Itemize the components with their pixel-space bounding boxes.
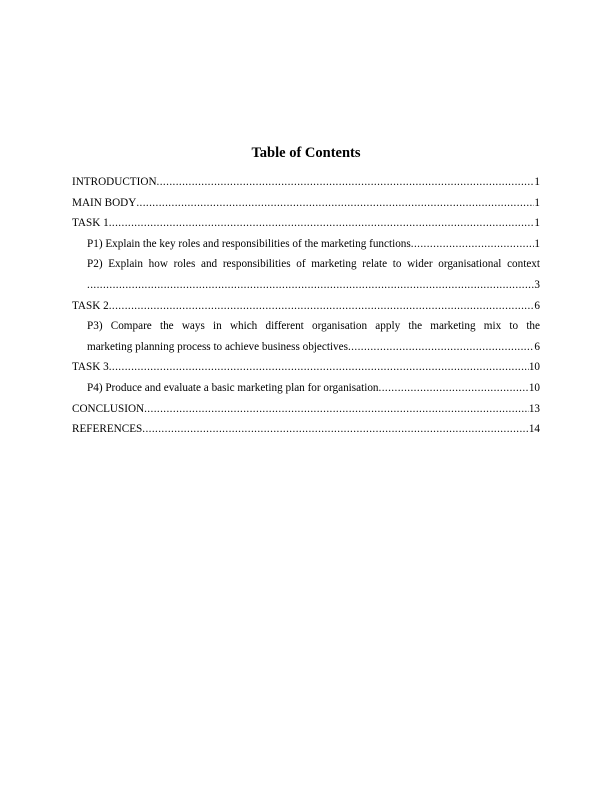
- toc-leader-dots: [87, 275, 534, 296]
- table-of-contents: [72, 172, 540, 440]
- toc-leader-dots: [136, 193, 534, 214]
- toc-entry-label: marketing planning process to achieve business objectives: [87, 340, 348, 353]
- toc-page-number: 1: [534, 237, 540, 250]
- toc-page-number: 3: [534, 278, 540, 291]
- toc-entry-conclusion[interactable]: [72, 399, 540, 420]
- toc-page-number: 1: [534, 217, 540, 230]
- toc-page-number: 13: [528, 402, 540, 415]
- toc-entry-label: P1) Explain the key roles and responsibilities of the marketing functions: [87, 237, 411, 250]
- toc-entry-p4[interactable]: [72, 378, 540, 399]
- toc-entry-references[interactable]: [72, 419, 540, 440]
- toc-page-number: 10: [528, 381, 540, 394]
- toc-entry-label: CONCLUSION: [72, 402, 145, 415]
- toc-entry-p1[interactable]: [72, 234, 540, 255]
- toc-leader-dots: [142, 419, 529, 440]
- toc-page-number: 6: [534, 299, 540, 312]
- toc-entry-label: TASK 1: [72, 217, 109, 230]
- toc-leader-dots: [157, 172, 535, 193]
- toc-entry-label: TASK 3: [72, 361, 109, 374]
- toc-entry-label: INTRODUCTION: [72, 176, 157, 188]
- toc-leader-dots: [109, 213, 535, 234]
- toc-page-number: 1: [534, 196, 540, 209]
- toc-entry-main-body[interactable]: [72, 193, 540, 214]
- toc-page-number: 14: [528, 423, 540, 436]
- toc-leader-dots: [379, 378, 529, 399]
- toc-entry-task-3[interactable]: [72, 357, 540, 378]
- toc-leader-dots: [109, 296, 535, 317]
- toc-page-number: 10: [528, 361, 540, 374]
- toc-entry-label: MAIN BODY: [72, 196, 137, 209]
- toc-leader-dots: [411, 234, 535, 255]
- toc-leader-dots: [348, 337, 534, 358]
- toc-entry-label: P3) Compare the ways in which different organisation apply the marketing mix to the: [87, 320, 540, 333]
- toc-entry-label: TASK 2: [72, 299, 109, 312]
- toc-entry-task-1[interactable]: [72, 213, 540, 234]
- toc-entry-p3-line2[interactable]: [72, 337, 540, 358]
- toc-page-number: 1: [534, 176, 540, 188]
- toc-entry-label: P2) Explain how roles and responsibilities of marketing relate to wider organisational context: [87, 258, 540, 271]
- toc-leader-dots: [109, 357, 529, 378]
- toc-entry-label: REFERENCES: [72, 423, 143, 436]
- toc-heading: Table of Contents: [251, 145, 361, 161]
- toc-entry-task-2[interactable]: [72, 296, 540, 317]
- toc-entry-p3-line1[interactable]: [72, 316, 540, 337]
- toc-entry-introduction[interactable]: [72, 172, 540, 193]
- toc-leader-dots: [144, 399, 529, 420]
- toc-entry-p2-line2[interactable]: [72, 275, 540, 296]
- toc-page-number: 6: [534, 340, 540, 353]
- toc-entry-p2-line1[interactable]: [72, 254, 540, 275]
- toc-entry-label: P4) Produce and evaluate a basic marketing plan for organisation: [87, 381, 379, 394]
